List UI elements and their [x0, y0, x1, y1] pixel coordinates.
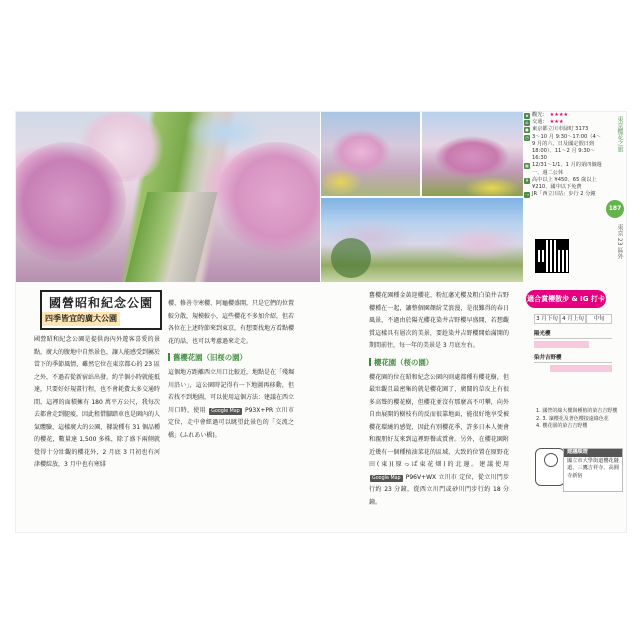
suggested-route-box	[563, 448, 623, 492]
table-col-header: 中旬	[586, 314, 612, 324]
paragraph: 定位，從立川門步行約 23 分鐘，從西立川門或砂川門步行約 18 分鐘。	[369, 473, 509, 506]
calendar-icon: ▦	[525, 163, 529, 169]
map-code: P93X+PR 立川市	[244, 406, 294, 414]
caption: 1. 國營的綠大樓與種植的染吉吉野櫻	[536, 408, 618, 414]
plum-blossom-photo	[321, 112, 420, 196]
caption: 2. 3. 凜櫻花及著色櫻接遠綠色花	[536, 415, 609, 422]
recommendation-badge: 適合賞櫻散步 & IG 打卡	[526, 290, 606, 308]
author-avatar	[535, 448, 565, 486]
table-col-header: 4 月上旬	[560, 314, 586, 324]
article-title-box	[40, 290, 162, 330]
paragraph: 定位，走中會經過可以眺望此景色的「交流之橋」(ふれあい橋)。	[168, 419, 294, 439]
paragraph: 櫻、修善寺寒櫻、阿龜櫻盛開，只是它們的位置較分散，規模較小，這些櫻花不多加介紹，但若各位在上述時節來到東京，有想要找地方看點櫻花的話，也可以考慮過來走走。	[168, 300, 295, 345]
train-icon: 🚆	[524, 120, 530, 126]
table-col-header: 3 月下旬	[534, 314, 560, 324]
pink-flowers-photo	[422, 112, 523, 196]
cherry-blossom-canal-photo	[16, 112, 320, 282]
paragraph: 櫻花園的位在昭和紀念公園內則處都種有櫻花樹，但最壯觀且最密集的就是櫻花園了，廣闊的草皮上有很多高聳的櫻花樹，但櫻花並沒有那麼高不可攀，向外自由展開的樹枝有的反而很靠地面，能很好地享受被櫻花環繞的感覺，因此有別櫻花季，許多日本人便會和親朋好友來到這裡野餐或賞會。另外，在櫻花園附近幾有一個種植油菜花的區域，大致的位置在原野花田(東)(原っぱ東花畑)的北邊。建議使用	[369, 373, 509, 468]
star-icon: ★	[525, 113, 529, 118]
chapter-vertical-title: 東京櫻花之旅	[616, 116, 623, 152]
park-lawn-photo	[321, 198, 523, 282]
article-subtitle: 四季皆宜的廣大公園	[42, 312, 120, 326]
photo-captions	[536, 408, 620, 431]
paragraph: 這個地方距離西立川口比較近，地點是在「殘堀川沿い」，這公園時記得有一下地圖再移動，但若找不到地圖，可以使用這個方法：建議在西立川口時，使用	[168, 369, 295, 414]
bloom-bar	[550, 365, 612, 372]
body-column-3	[369, 290, 509, 509]
clock-icon: ◷	[525, 134, 529, 140]
side-tab	[604, 112, 626, 282]
body-column-1: 國營昭和紀念公園是提供海內外遊客喜愛的景點，廣大的腹地中自然景色，讓人能感受到屬於當下的季節風情，雖然它位在東京都心的 23 區之外，不過若從新宿站出發，約半個小時就能抵達，只要好好規畫行程，也不會耗費太多交通時間。這裡的面積擁有 180 萬平方公尺，我每次去都會走到腿痠，因此租借腳踏車也是園內的人氣體驗，這樣廣大的公園，據說種有 31 個品種的櫻花，數量達 1,500 多株，除了盛下兩側就覺得十分壯觀的櫻花外，2 月底 3 月初也有河津櫻綻放，3 月中也有寒緋	[34, 336, 161, 468]
section-vertical-title: 東京 23 區外	[616, 224, 623, 260]
bloom-bar	[534, 341, 589, 348]
magazine-spread	[16, 112, 626, 532]
page-number: 187	[606, 200, 624, 218]
paragraph: 舊櫻花園種金黃迎櫻花、粉紅藩光櫻及粗白染井吉野櫻種在一起，讓整個園顏紛艾浪漫，是很難得的春日風景，不過由於陽光櫻花染井吉野櫻早盛開，若想觀賞這樣具有層次的美景，要趁染井吉野櫻開始滿開的期間前往，每一年的美景是 3 月底左右。	[369, 292, 509, 349]
section-heading-old-garden: 舊櫻花園（旧桜の園）	[168, 351, 294, 365]
google-map-tag: Google Map	[372, 475, 401, 481]
article-title: 國營昭和紀念公園	[48, 296, 153, 310]
walk-icon: ⇢	[525, 192, 529, 198]
map-code: P96V+WX 立川市	[405, 473, 458, 481]
info-panel: ★ 觀光： ★★★★ 🚆 交通： ★★★ ● 東京都立川市緑町 3173 ◷ 3～10 月 9:30～17:00（4～9 月的六、日及國定假日到 18:00）、11～2 月 9:30～16:30 ▦ 12/31～1/1、1 月的第四個週一、週二公休 ¥ 高中以上 ¥450、65 歲以上 ¥210、國中以下免費 ⇢ JR「西立川站」步行 2 分鐘	[524, 112, 602, 198]
qr-code[interactable]	[536, 240, 568, 272]
bloom-timing-table	[534, 314, 612, 372]
body-column-2	[168, 298, 294, 442]
google-map-tag: Google Map	[211, 408, 240, 414]
section-heading-cherry-garden: 櫻花園（桜の園）	[369, 356, 509, 370]
ticket-icon: ¥	[525, 177, 529, 183]
suggested-route-heading: 建議順遊	[564, 449, 622, 457]
table-row-label: 陽光櫻	[534, 330, 612, 339]
table-row-label: 染井吉野櫻	[534, 354, 612, 363]
suggested-route-body: 國立市大學街道櫻花隧道、三鷹吉祥寺、高圓寺新宿	[567, 457, 619, 479]
caption: 4. 櫻花園的染吉吉野櫻	[536, 423, 588, 429]
location-icon: ●	[525, 127, 529, 133]
